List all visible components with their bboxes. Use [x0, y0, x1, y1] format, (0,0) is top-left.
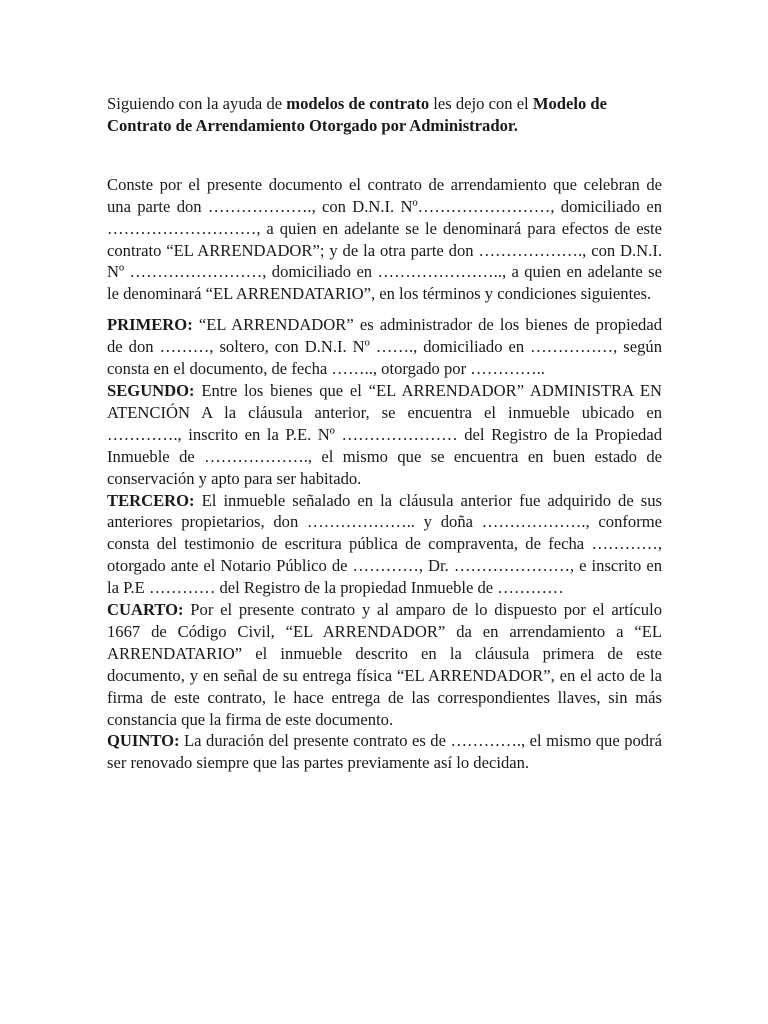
intro-text-2: les dejo con el	[429, 94, 533, 113]
clause-text: El inmueble señalado en la cláusula anterior fue adquirido de sus anteriores propietarios, don ……………….. y doña ………………., conforme consta del testimonio de escritura pública de compraventa, de fecha …………, otorgado ante el Notario Público de …………, Dr. …………………, e inscrito en la P.E ………… del Registro de la propiedad Inmueble de …………	[107, 490, 662, 598]
clause-heading: TERCERO:	[107, 490, 195, 510]
clause-segundo	[107, 380, 662, 490]
clause-primero	[107, 314, 662, 380]
clause-text: La duración del presente contrato es de …………., el mismo que podrá ser renovado siempre que las partes previamente así lo decidan.	[107, 731, 662, 773]
intro-paragraph	[107, 93, 662, 137]
clause-heading: CUARTO:	[107, 600, 184, 620]
preamble-paragraph: Conste por el presente documento el contrato de arrendamiento que celebran de una parte don ………………., con D.N.I. Nº……………………, domiciliado en ………………………, a quien en adelante se le denominará para efectos de este contrato “EL ARRENDADOR”; y de la otra parte don ………………., con D.N.I. Nº ……………………, domiciliado en ………………….., a quien en adelante se le denominará “EL ARRENDATARIO”, en los términos y condiciones siguientes.	[107, 174, 662, 304]
clause-tercero	[107, 490, 662, 600]
clause-heading: PRIMERO:	[107, 315, 193, 335]
intro-document-title: Modelo de Contrato de Arrendamiento Otorgado por Administrador.	[107, 94, 608, 135]
clause-cuarto	[107, 599, 662, 730]
clause-heading: QUINTO:	[107, 731, 180, 751]
clause-text: “EL ARRENDADOR” es administrador de los bienes de propiedad de don ………, soltero, con D.N.I. Nº ……., domiciliado en ……………, según consta en el documento, de fecha …….., otorgado por …………..	[107, 315, 662, 379]
intro-text-1: Siguiendo con la ayuda de	[107, 94, 287, 113]
clause-heading: SEGUNDO:	[107, 380, 195, 400]
document-page	[107, 93, 662, 774]
intro-link-modelos: modelos de contrato	[286, 94, 430, 113]
clause-text: Por el presente contrato y al amparo de lo dispuesto por el artículo 1667 de Código Civil, “EL ARRENDADOR” da en arrendamiento a “EL ARRENDATARIO” el inmueble descrito en la cláusula primera de este documento, y en señal de su entrega física “EL ARRENDADOR”, en el acto de la firma de este contrato, le hace entrega de las correspondientes llaves, sin más constancia que la firma de este documento.	[107, 600, 662, 729]
clause-quinto	[107, 730, 662, 774]
clause-text: Entre los bienes que el “EL ARRENDADOR” ADMINISTRA EN ATENCIÓN A la cláusula anterior, se encuentra el inmueble ubicado en …………., inscrito en la P.E. Nº ………………… del Registro de la Propiedad Inmueble de ………………., el mismo que se encuentra en buen estado de conservación y apto para ser habitado.	[107, 380, 662, 488]
